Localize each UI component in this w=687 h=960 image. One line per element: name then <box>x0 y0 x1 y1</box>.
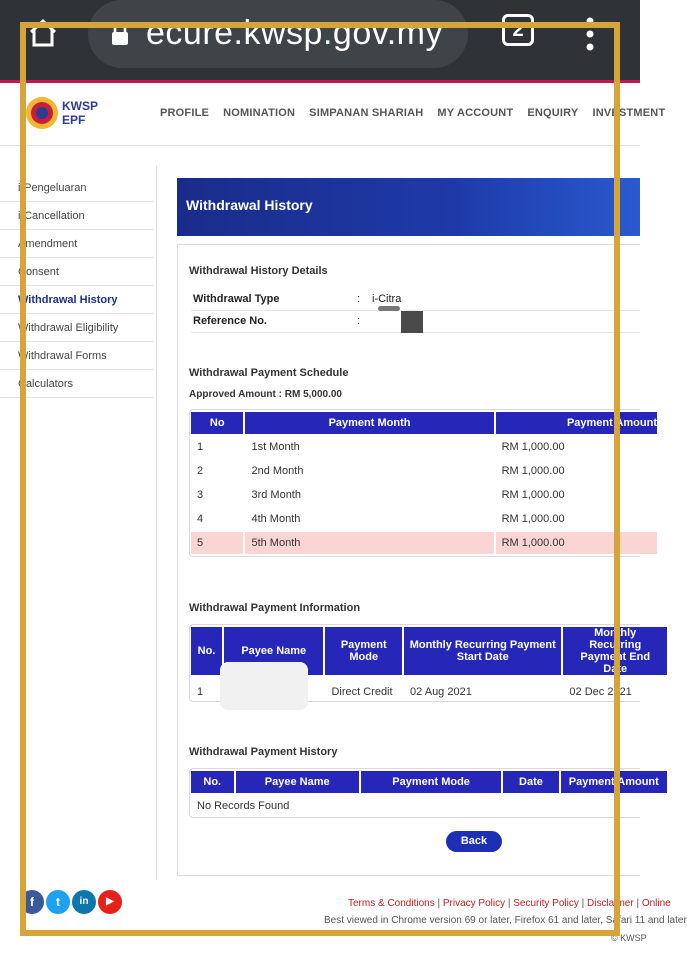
table-header-row <box>191 412 657 434</box>
sidebar-item-i-cancellation[interactable]: i-Cancellation <box>0 202 154 230</box>
nav-investment[interactable]: INVESTMENT <box>592 107 666 119</box>
redacted-payee-name <box>220 662 308 710</box>
col-no: No. <box>191 771 234 793</box>
footer-link-terms[interactable]: Terms & Conditions <box>348 898 435 909</box>
page-title: Withdrawal History <box>186 197 313 213</box>
redacted-block <box>401 311 423 333</box>
payment-history-table <box>189 769 669 819</box>
kwsp-logo-icon[interactable] <box>24 95 60 131</box>
address-url[interactable]: ecure.kwsp.gov.my <box>146 14 443 52</box>
cell-amount: RM 1,000.00 <box>496 532 657 554</box>
col-payment-month: Payment Month <box>245 412 493 434</box>
redacted-mark <box>378 306 400 311</box>
table-row <box>191 484 657 506</box>
footer-link-online[interactable]: Online <box>641 898 671 909</box>
col-no: No <box>191 412 243 434</box>
cell-month: 4th Month <box>251 513 301 525</box>
cell-month: 5th Month <box>245 532 493 554</box>
cell-payment-mode: Direct Credit <box>331 686 393 698</box>
cell-no: 4 <box>197 513 204 525</box>
nav-my-account[interactable]: MY ACCOUNT <box>437 107 514 119</box>
logo-text[interactable] <box>62 99 98 127</box>
table-header-row <box>191 771 667 793</box>
cell-end-date: 02 Dec 2021 <box>569 686 632 698</box>
logo-epf: EPF <box>62 113 86 127</box>
schedule-heading: Withdrawal Payment Schedule <box>189 367 349 379</box>
details-heading: Withdrawal History Details <box>189 265 328 277</box>
nav-nomination[interactable]: NOMINATION <box>223 107 296 119</box>
schedule-table <box>189 410 659 556</box>
sidebar-item-calculators[interactable]: Calculators <box>0 370 154 398</box>
cell-no: 3 <box>197 489 204 501</box>
cell-amount: RM 1,000.00 <box>501 489 565 501</box>
cell-no: 2 <box>197 465 204 477</box>
table-row <box>191 508 657 530</box>
col-payee-name: Payee Name <box>224 627 323 675</box>
cell-amount: RM 1,000.00 <box>501 465 565 477</box>
logo-kwsp: KWSP <box>62 99 98 113</box>
col-payment-mode: Payment Mode <box>325 627 402 675</box>
nav-simpanan-shariah[interactable]: SIMPANAN SHARIAH <box>309 107 424 119</box>
cell-month: 1st Month <box>251 441 300 453</box>
cell-no: 5 <box>191 532 243 554</box>
info-heading: Withdrawal Payment Information <box>189 602 361 614</box>
table-row-highlighted <box>191 532 657 554</box>
site-header <box>0 83 666 146</box>
col-payee-name: Payee Name <box>236 771 359 793</box>
linkedin-icon[interactable]: in <box>72 890 96 914</box>
col-end-date: Monthly Recurring Payment End Date <box>563 627 667 675</box>
browser-compat-note: Best viewed in Chrome version 69 or later, Firefox 61 and later, Safari 11 and later <box>324 915 687 926</box>
col-payment-amount: Payment Amount <box>561 771 667 793</box>
cell-month: 3rd Month <box>251 489 301 501</box>
nav-profile[interactable]: PROFILE <box>160 107 210 119</box>
cell-amount: RM 1,000.00 <box>501 513 565 525</box>
detail-value: i-Citra <box>372 293 402 305</box>
detail-key: Reference No. <box>193 315 267 327</box>
home-icon[interactable] <box>28 18 58 48</box>
table-row <box>191 436 657 458</box>
facebook-icon[interactable]: f <box>20 890 44 914</box>
footer-links: Terms & Conditions | Privacy Policy | Security Policy | Disclaimer | Online <box>348 898 671 909</box>
cell-amount: RM 1,000.00 <box>501 441 565 453</box>
no-records-message: No Records Found <box>197 800 290 812</box>
more-menu-icon[interactable] <box>584 16 596 52</box>
page-title-banner <box>177 178 640 236</box>
detail-colon: : <box>357 293 361 305</box>
tab-switcher-button[interactable]: 2 <box>502 14 534 46</box>
detail-colon: : <box>357 315 361 327</box>
detail-key: Withdrawal Type <box>193 293 280 305</box>
approved-amount: Approved Amount : RM 5,000.00 <box>189 389 342 400</box>
footer-link-security[interactable]: Security Policy <box>513 898 579 909</box>
youtube-icon[interactable]: ▶ <box>98 890 122 914</box>
nav-enquiry[interactable]: ENQUIRY <box>527 107 579 119</box>
sidebar-divider <box>156 166 157 880</box>
sidebar-item-withdrawal-history[interactable]: Withdrawal History <box>0 286 154 314</box>
cell-no: 1 <box>197 441 204 453</box>
cell-start-date: 02 Aug 2021 <box>410 686 472 698</box>
main-nav <box>160 107 665 119</box>
cell-month: 2nd Month <box>251 465 304 477</box>
col-no: No. <box>191 627 222 675</box>
twitter-icon[interactable]: t <box>46 890 70 914</box>
back-button[interactable]: Back <box>446 831 502 852</box>
browser-toolbar <box>0 0 640 80</box>
lock-icon <box>110 22 130 46</box>
sidebar-item-withdrawal-forms[interactable]: Withdrawal Forms <box>0 342 154 370</box>
sidebar-menu <box>0 174 154 398</box>
copyright: © KWSP <box>611 933 647 943</box>
col-payment-amount: Payment Amount <box>496 412 657 434</box>
sidebar-item-consent[interactable]: Consent <box>0 258 154 286</box>
detail-row-withdrawal-type <box>191 290 640 311</box>
footer-link-privacy[interactable]: Privacy Policy <box>442 898 506 909</box>
cell-no: 1 <box>197 686 204 698</box>
col-payment-mode: Payment Mode <box>361 771 501 793</box>
sidebar-item-amendment[interactable]: Amendment <box>0 230 154 258</box>
history-heading: Withdrawal Payment History <box>189 746 338 758</box>
col-date: Date <box>503 771 558 793</box>
sidebar-item-i-pengeluaran[interactable]: i-Pengeluaran <box>0 174 154 202</box>
footer-link-disclaimer[interactable]: Disclaimer <box>587 898 634 909</box>
table-row <box>191 795 667 817</box>
table-row <box>191 460 657 482</box>
sidebar-item-withdrawal-eligibility[interactable]: Withdrawal Eligibility <box>0 314 154 342</box>
col-start-date: Monthly Recurring Payment Start Date <box>404 627 561 675</box>
